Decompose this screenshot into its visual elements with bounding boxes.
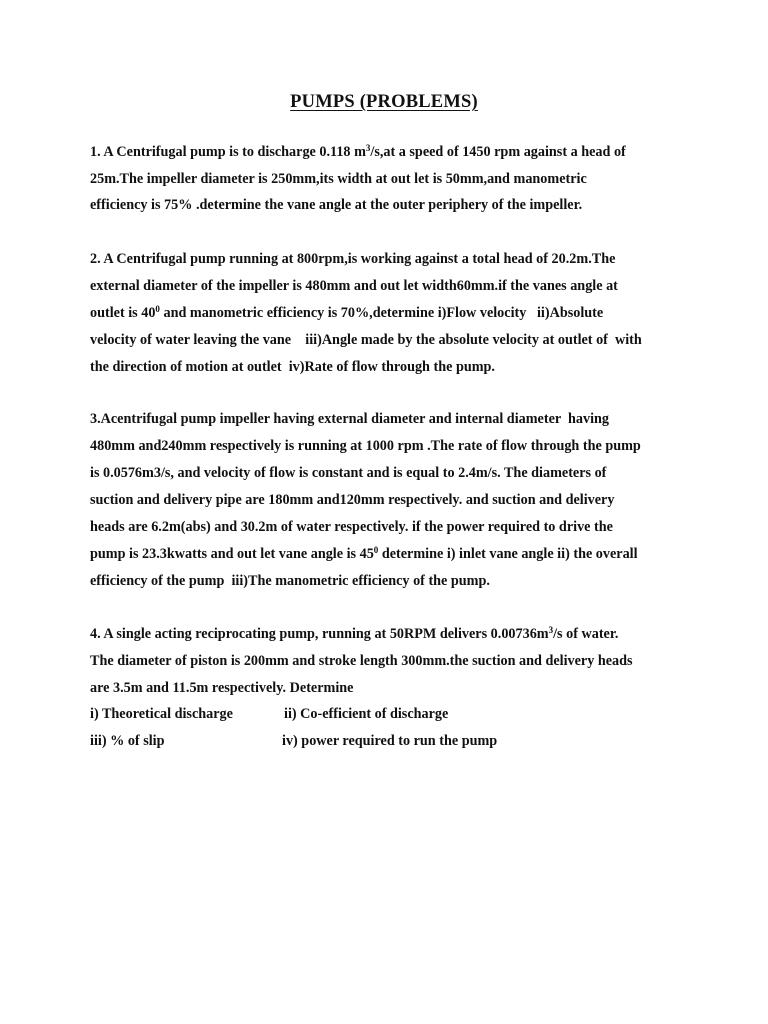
problem-3-line-4: suction and delivery pipe are 180mm and120mm respectively. and suction and delivery: [90, 492, 615, 508]
problem-3-line-3: is 0.0576m3/s, and velocity of flow is constant and is equal to 2.4m/s. The diameters of: [90, 465, 607, 481]
problem-3-line-7: efficiency of the pump iii)The manometric efficiency of the pump.: [90, 573, 490, 589]
text-fragment: and manometric efficiency is 70%,determine i)Flow velocity ii)Absolute: [159, 305, 604, 321]
problem-3-line-2: 480mm and240mm respectively is running at 1000 rpm .The rate of flow through the pump: [90, 438, 641, 454]
problem-3-line-1: 3.Acentrifugal pump impeller having external diameter and internal diameter having: [90, 411, 610, 427]
text-fragment: 1. A Centrifugal pump is to discharge 0.118 m: [90, 144, 366, 160]
problem-4-item-iii: iii) % of slip: [90, 733, 165, 749]
problem-4-line-2: The diameter of piston is 200mm and stroke length 300mm.the suction and delivery heads: [90, 653, 633, 669]
problem-4-item-i: i) Theoretical discharge: [90, 706, 233, 722]
text-fragment: outlet is 40: [90, 305, 156, 321]
problem-4-item-ii: ii) Co-efficient of discharge: [284, 706, 449, 722]
problem-2-line-2: external diameter of the impeller is 480mm and out let width60mm.if the vanes angle at: [90, 278, 618, 294]
problem-4-line-1: [90, 625, 618, 643]
superscript: 3: [365, 143, 371, 153]
text-fragment: /s of water.: [553, 626, 619, 642]
superscript: 0: [155, 304, 160, 314]
text-fragment: determine i) inlet vane angle ii) the overall: [378, 546, 638, 562]
problem-2-line-1: 2. A Centrifugal pump running at 800rpm,is working against a total head of 20.2m.The: [90, 251, 616, 267]
text-fragment: pump is 23.3kwatts and out let vane angle is 45: [90, 546, 374, 562]
problem-3-line-6: [90, 545, 638, 563]
text-fragment: /s,at a speed of 1450 rpm against a head of: [370, 144, 626, 160]
superscript: 3: [548, 625, 554, 635]
superscript: 0: [373, 545, 379, 555]
problem-3-line-5: heads are 6.2m(abs) and 30.2m of water respectively. if the power required to drive the: [90, 519, 613, 535]
problem-1-line-3: efficiency is 75% .determine the vane angle at the outer periphery of the impeller.: [90, 197, 583, 213]
problem-2-line-3: [90, 304, 603, 322]
problem-1-line-2: 25m.The impeller diameter is 250mm,its width at out let is 50mm,and manometric: [90, 171, 587, 187]
problem-4-item-iv: iv) power required to run the pump: [282, 733, 498, 749]
problem-4-line-3: are 3.5m and 11.5m respectively. Determine: [90, 680, 354, 696]
page-title: PUMPS (PROBLEMS): [290, 92, 478, 112]
text-fragment: 4. A single acting reciprocating pump, running at 50RPM delivers 0.00736m: [90, 626, 549, 642]
problem-2-line-5: the direction of motion at outlet iv)Rate of flow through the pump.: [90, 359, 495, 375]
problem-1-line-1: [90, 143, 626, 161]
problem-2-line-4: velocity of water leaving the vane iii)Angle made by the absolute velocity at outlet of with: [90, 332, 642, 348]
